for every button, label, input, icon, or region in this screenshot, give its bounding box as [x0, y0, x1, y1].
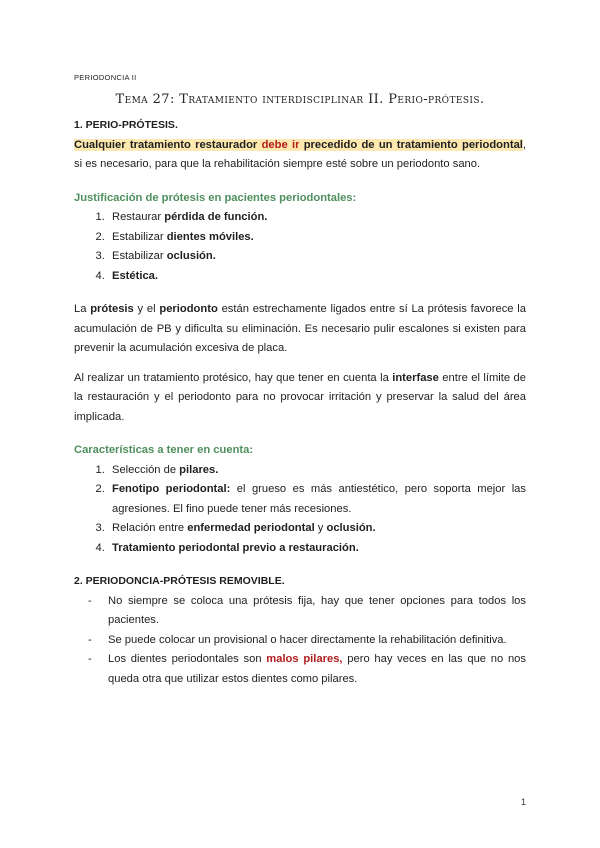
- protesis-paragraph: [74, 300, 526, 359]
- text: el grueso es más antiestético, pero soporta mejor las agresiones. El fino puede tener más recesiones.: [112, 483, 527, 515]
- text: Los dientes periodontales son: [108, 653, 267, 665]
- list-item: [108, 208, 526, 228]
- bold-text: enfermedad periodontal: [187, 522, 315, 534]
- bold-text: pilares.: [179, 463, 219, 476]
- running-header: PERIODONCIA II: [74, 73, 137, 82]
- text: No siempre se coloca una prótesis fija, hay que tener opciones para todos los pacientes.: [108, 594, 526, 626]
- removible-list: [74, 592, 526, 690]
- list-item: [88, 592, 526, 631]
- bold-text: oclusión.: [326, 522, 376, 534]
- highlight-text: precedido de un tratamiento periodontal: [299, 138, 523, 151]
- text: Relación entre: [112, 522, 188, 534]
- list-item: [88, 650, 526, 689]
- bold-text: prótesis: [90, 303, 134, 315]
- emphasis-red-text: debe ir: [261, 138, 300, 151]
- list-item-bold: oclusión.: [166, 250, 216, 262]
- bold-text: periodonto: [159, 303, 218, 315]
- text: Selección de: [112, 463, 180, 476]
- list-item-bold: pérdida de función.: [164, 211, 268, 223]
- text: Al realizar un tratamiento protésico, hay que tener en cuenta la: [74, 371, 393, 384]
- list-item-text: Estabilizar: [112, 250, 167, 262]
- list-item: [108, 267, 526, 287]
- text: La: [74, 303, 91, 315]
- subheading-caracteristicas: Características a tener en cuenta:: [74, 444, 254, 456]
- bold-text: Tratamiento periodontal previo a restauración.: [112, 541, 359, 554]
- intro-paragraph: [74, 136, 526, 175]
- bold-text: Fenotipo periodontal:: [112, 483, 231, 495]
- text: pero hay veces en las que no nos queda otra que utilizar estos dientes como pilares.: [108, 653, 526, 685]
- subheading-justificacion: Justificación de prótesis en pacientes periodontales:: [74, 191, 357, 204]
- list-item-bold: Estética.: [112, 269, 159, 282]
- list-item: [108, 480, 526, 519]
- text: entre el límite de la restauración y el periodonto para no provocar irritación y preservar la salud del área implicada.: [74, 371, 526, 423]
- caracteristicas-list: [74, 461, 526, 559]
- list-item: [108, 539, 526, 559]
- section-heading-perio-protesis: 1. PERIO-PRÓTESIS.: [74, 119, 178, 131]
- dash-bullet: -: [88, 653, 92, 665]
- section-heading-protesis-removible: 2. PERIODONCIA-PRÓTESIS REMOVIBLE.: [74, 575, 285, 587]
- justificacion-list: [74, 208, 526, 286]
- dash-bullet: -: [88, 594, 92, 607]
- emphasis-red-text: malos pilares,: [266, 653, 343, 665]
- text: y: [314, 522, 327, 534]
- interfase-paragraph: [74, 369, 526, 428]
- list-item: [108, 519, 526, 539]
- list-item: [108, 247, 526, 267]
- document-body: [74, 116, 526, 689]
- bold-text: interfase: [392, 371, 439, 384]
- page-number: 1: [521, 797, 527, 807]
- highlight-text: Cualquier tratamiento restaurador: [74, 138, 262, 151]
- text: Se puede colocar un provisional o hacer directamente la rehabilitación definitiva.: [108, 633, 507, 646]
- intro-rest-text: , si es necesario, para que la rehabilitación siempre esté sobre un periodonto sano.: [74, 138, 527, 170]
- text: y el: [133, 303, 160, 315]
- list-item: [88, 631, 526, 651]
- list-item-text: Restaurar: [112, 211, 165, 223]
- list-item: [108, 228, 526, 248]
- list-item-text: Estabilizar: [112, 230, 167, 243]
- dash-bullet: -: [88, 633, 92, 646]
- page-title: Tema 27: Tratamiento interdisciplinar II. Perio-prótesis.: [115, 92, 485, 107]
- list-item: [108, 461, 526, 481]
- list-item-bold: dientes móviles.: [166, 230, 254, 243]
- text: están estrechamente ligados entre sí La prótesis favorece la acumulación de PB y dificulta su eliminación. Es necesario pulir escalones si existen para prevenir la acumulación excesiva de placa.: [74, 303, 526, 354]
